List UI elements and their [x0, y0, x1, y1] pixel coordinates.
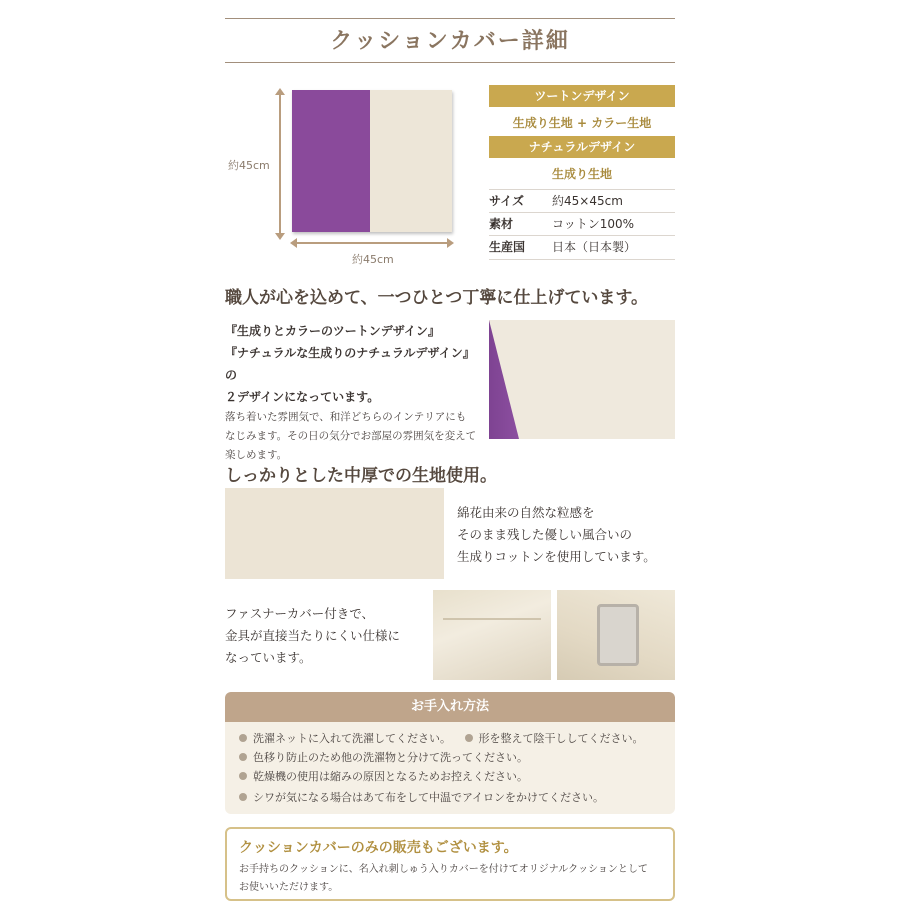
spec-row-size: [489, 189, 675, 213]
bullet-icon: [239, 753, 247, 761]
care-item: [239, 729, 644, 748]
design-name-twotone: ツートンデザイン: [489, 85, 675, 107]
cover-only-line: お手持ちのクッションに、名入れ刺しゅう入りカバーを付けてオリジナルクッションとして: [239, 864, 648, 875]
natural-fabric-photo: [225, 488, 444, 579]
fabric-heading: しっかりとした中厚での生地使用。: [225, 466, 497, 486]
zipper-line: なっています。: [225, 650, 312, 665]
purple-fabric-corner: [489, 320, 519, 439]
zipper-line: ファスナーカバー付きで、: [225, 606, 375, 621]
spec-row-material: [489, 212, 675, 236]
care-item-text: 洗濯ネットに入れて洗濯してください。: [253, 732, 451, 745]
fabric-line: 綿花由来の自然な粒感を: [457, 505, 595, 520]
spec-value: 日本（日本製）: [552, 240, 637, 254]
design-desc-natural: 生成り生地: [551, 167, 612, 181]
spec-key: 生産国: [489, 240, 526, 254]
cover-only-line: お使いいただけます。: [239, 882, 339, 893]
care-panel: [225, 722, 675, 814]
twotone-fabric-photo: [489, 320, 675, 439]
header-bottom-rule: [225, 62, 675, 63]
design-line: 『ナチュラルな生成りのナチュラルデザイン』の: [225, 346, 475, 382]
care-item: [239, 788, 604, 807]
craftsmanship-heading: 職人が心を込めて、一つひとつ丁寧に仕上げています。: [225, 288, 648, 308]
care-item: [239, 748, 528, 767]
care-item-text: 色移り防止のため他の洗濯物と分けて洗ってください。: [253, 751, 528, 764]
bullet-icon: [239, 772, 247, 780]
design-description: [225, 320, 485, 465]
design-note: なじみます。その日の気分でお部屋の雰囲気を変えて: [225, 430, 477, 442]
spec-key: 素材: [489, 217, 514, 231]
seam-line: [443, 618, 541, 620]
spec-key: サイズ: [489, 194, 525, 208]
cushion-illustration: [292, 90, 452, 232]
care-title: お手入れ方法: [225, 692, 675, 722]
zipper-description: [225, 603, 430, 669]
bullet-icon: [239, 734, 247, 742]
care-item-text: 形を整えて陰干ししてください。: [478, 732, 644, 745]
cover-only-text: [239, 861, 669, 897]
fabric-line: 生成りコットンを使用しています。: [457, 549, 656, 564]
design-line: 『生成りとカラーのツートンデザイン』: [225, 324, 440, 338]
design-name-natural: ナチュラルデザイン: [489, 136, 675, 158]
cover-only-title: クッションカバーのみの販売もございます。: [239, 840, 518, 856]
zipper-pull-icon: [597, 604, 639, 666]
zipper-line: 金具が直接当たりにくい仕様に: [225, 628, 401, 643]
design-desc-twotone: 生成り生地 + カラー生地: [512, 116, 652, 130]
care-item-text: 乾燥機の使用は縮みの原因となるためお控えください。: [253, 770, 528, 783]
design-note: 楽しめます。: [225, 449, 288, 461]
design-line: ２デザインになっています。: [225, 390, 380, 404]
cover-only-notice: [225, 827, 675, 901]
page-title: クッションカバー詳細: [330, 29, 570, 54]
height-dimension-arrow: [279, 90, 281, 238]
design-note: 落ち着いた雰囲気で、和洋どちらのインテリアにも: [225, 411, 467, 423]
zipper-pull-photo: [557, 590, 675, 680]
spec-value: コットン100%: [552, 217, 635, 231]
bullet-icon: [465, 734, 473, 742]
header-top-rule: [225, 18, 675, 19]
cushion-purple-panel: [292, 90, 370, 232]
width-label: 約45cm: [352, 253, 394, 266]
care-item: [239, 767, 528, 786]
fabric-line: そのまま残した優しい風合いの: [457, 527, 633, 542]
care-item-text: シワが気になる場合はあて布をして中温でアイロンをかけてください。: [253, 791, 605, 804]
zipper-cover-photo: [433, 590, 551, 680]
width-dimension-arrow: [292, 242, 452, 244]
spec-value: 約45×45cm: [552, 194, 623, 208]
fabric-description: [457, 502, 677, 568]
bullet-icon: [239, 793, 247, 801]
height-label: 約45cm: [228, 159, 270, 172]
spec-row-origin: [489, 235, 675, 260]
cushion-natural-panel: [370, 90, 452, 232]
